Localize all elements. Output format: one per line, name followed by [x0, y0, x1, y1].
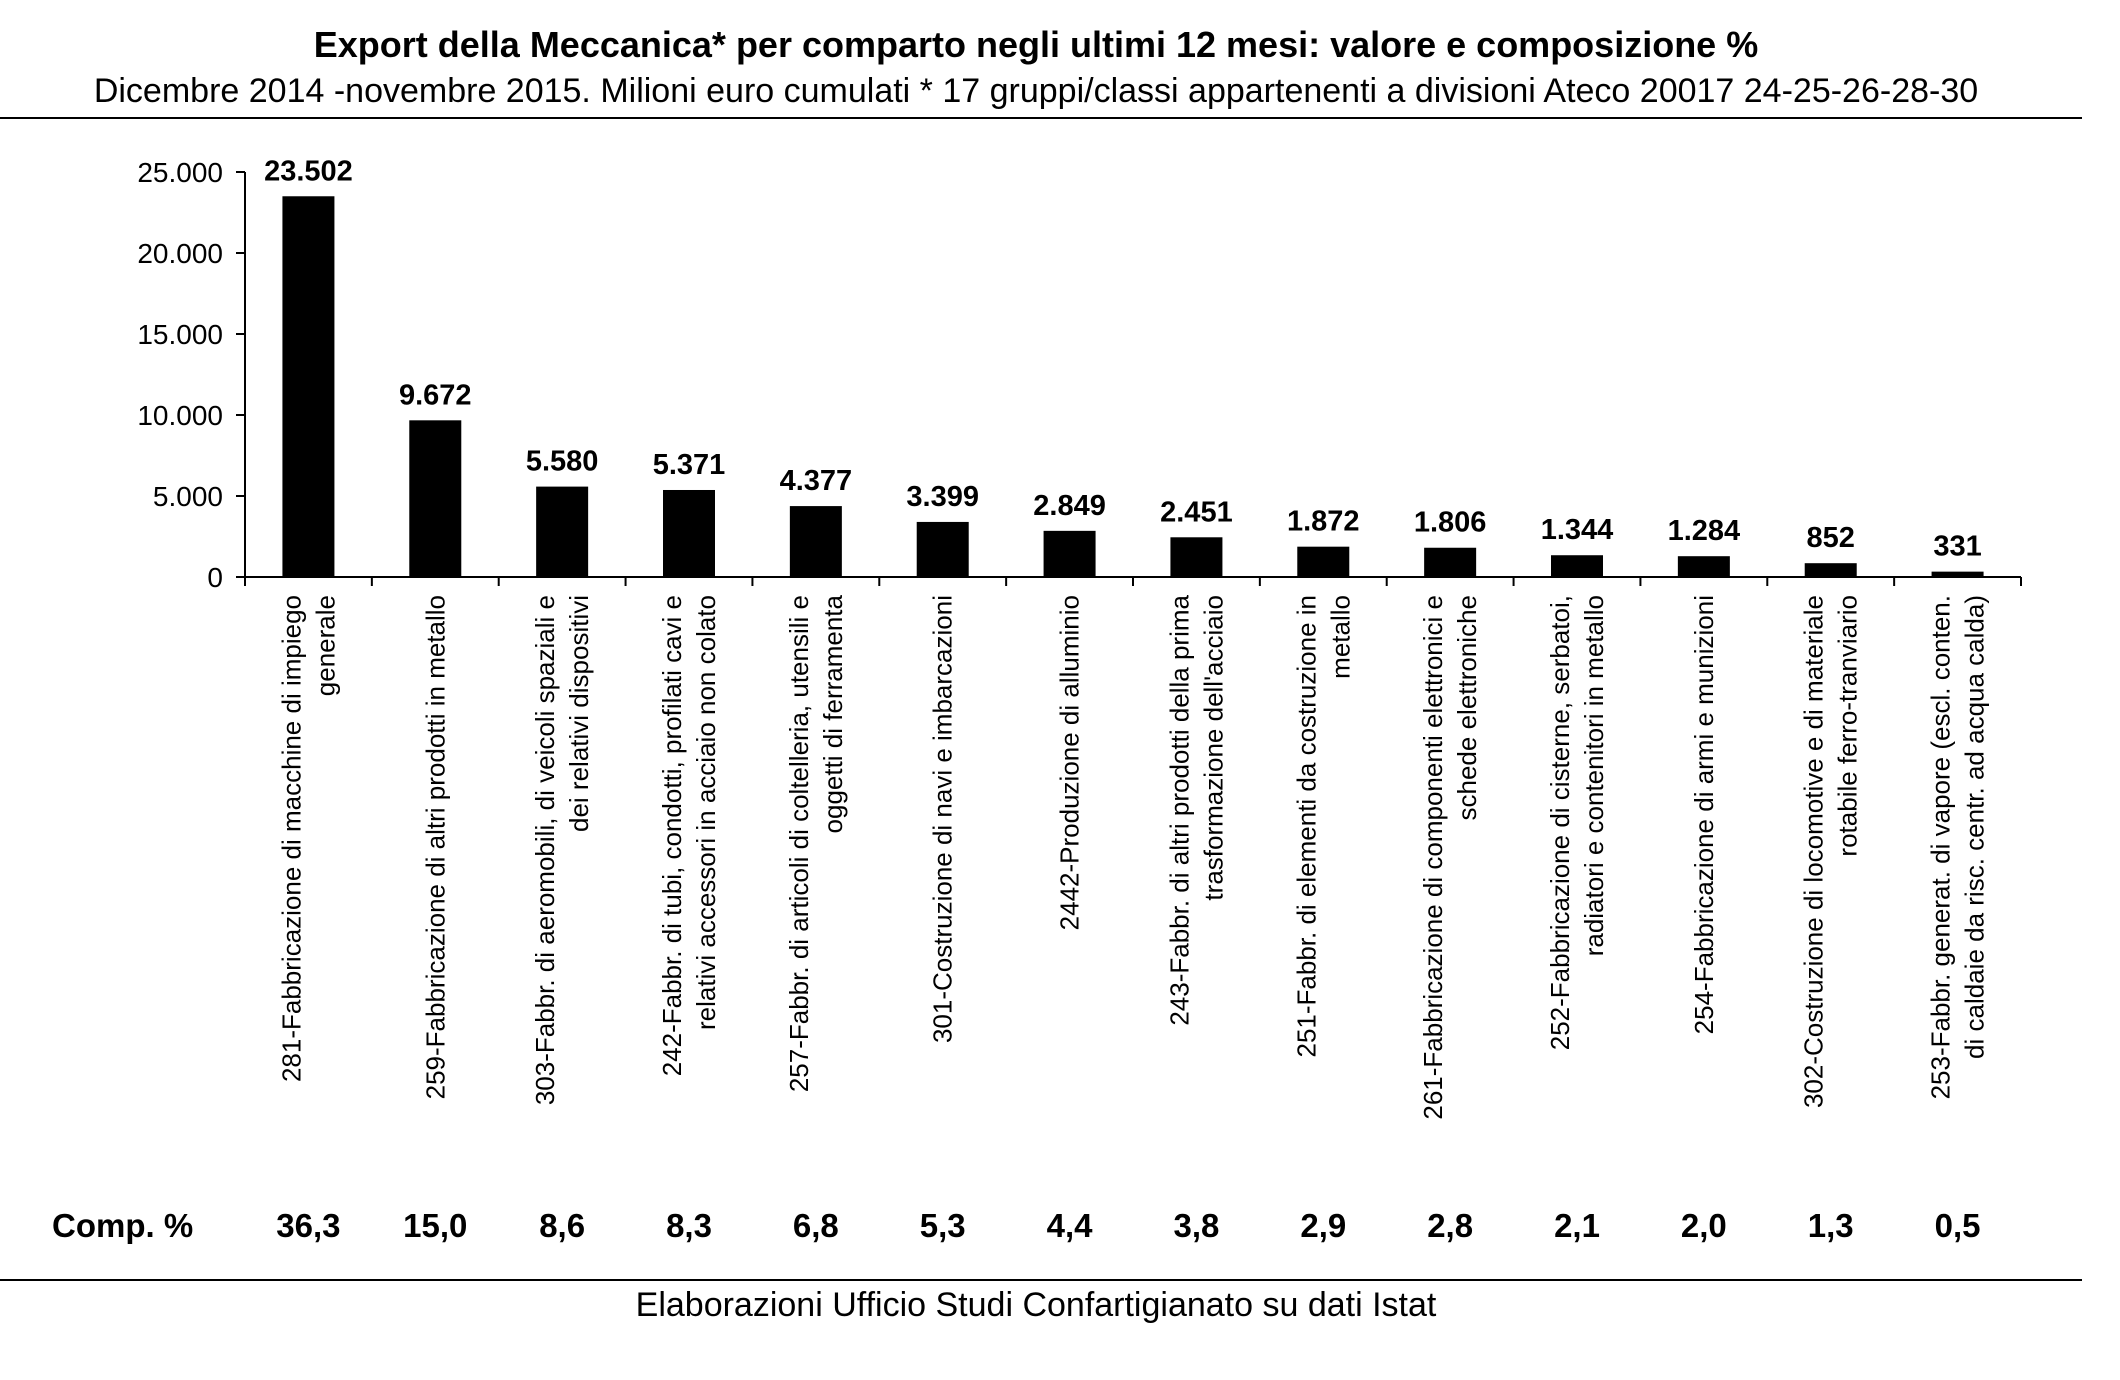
composition-value: 2,8: [1427, 1207, 1474, 1244]
category-label: schede elettroniche: [1452, 595, 1483, 821]
chart-subtitle: Dicembre 2014 -novembre 2015. Milioni euro cumulati * 17 gruppi/classi appartenenti a divisioni Ateco 20017 24-25-26-28-30: [93, 72, 1979, 110]
x-axis: [245, 577, 2021, 586]
bar: [790, 506, 842, 577]
composition-row: [52, 1207, 1981, 1244]
category-label: generale: [310, 595, 341, 697]
bar: [917, 522, 969, 577]
data-label: 1.806: [1413, 506, 1487, 539]
data-label: 1.284: [1667, 515, 1741, 548]
composition-value: 6,8: [792, 1207, 839, 1244]
y-tick-label: 5.000: [152, 481, 223, 512]
data-label: 1.872: [1286, 505, 1360, 538]
data-label: 5.371: [652, 448, 726, 481]
composition-value: 2,0: [1680, 1207, 1727, 1244]
composition-value: 8,3: [666, 1207, 712, 1244]
category-label: trasformazione dell'acciaio: [1198, 595, 1229, 901]
category-label: dei relativi dispositivi: [564, 595, 595, 832]
composition-value: 5,3: [919, 1207, 966, 1244]
data-label: 4.377: [779, 465, 853, 498]
source-note: Elaborazioni Ufficio Studi Confartigianato su dati Istat: [635, 1286, 1437, 1324]
chart-title: Export della Meccanica* per comparto negli ultimi 12 mesi: valore e composizione %: [313, 24, 1759, 65]
category-label: 257-Fabbr. di articoli di coltelleria, utensili e: [783, 595, 814, 1093]
bar: [1170, 537, 1222, 577]
composition-value: 8,6: [539, 1207, 586, 1244]
y-tick-label: 15.000: [137, 319, 223, 350]
y-axis: [137, 157, 245, 593]
y-tick-label: 0: [207, 562, 223, 593]
bar: [1424, 548, 1476, 577]
category-label: 254-Fabbricazione di armi e munizioni: [1688, 595, 1719, 1035]
composition-value: 4,4: [1046, 1207, 1093, 1244]
category-label: 303-Fabbr. di aeromobili, di veicoli spaziali e: [530, 594, 561, 1106]
category-label: metallo: [1325, 595, 1356, 679]
category-label: 261-Fabbricazione di componenti elettronici e: [1418, 595, 1449, 1120]
category-label: 242-Fabbr. di tubi, condotti, profilati cavi e: [657, 595, 687, 1077]
bar: [1551, 555, 1603, 577]
data-label: 9.672: [398, 379, 472, 412]
category-label: 302-Costruzione di locomotive e di materiale: [1798, 595, 1829, 1109]
data-label: 331: [1933, 530, 1982, 563]
category-label: relativi accessori in acciaio non colato: [691, 595, 721, 1030]
composition-value: 1,3: [1807, 1207, 1854, 1244]
data-label: 23.502: [264, 155, 353, 188]
category-label: rotabile ferro-tranviario: [1832, 595, 1863, 857]
bar: [409, 420, 461, 577]
category-label: 252-Fabbricazione di cisterne, serbatoi,: [1545, 595, 1575, 1051]
bar: [1044, 531, 1096, 577]
data-labels-group: [264, 155, 1982, 562]
category-label: 251-Fabbr. di elementi da costruzione in: [1291, 595, 1322, 1058]
data-label: 852: [1806, 522, 1855, 555]
data-label: 2.849: [1033, 489, 1106, 522]
category-label: di caldaie da risc. centr. ad acqua calda): [1959, 594, 1990, 1059]
y-tick-label: 20.000: [137, 238, 223, 269]
y-tick-label: 10.000: [137, 400, 223, 431]
category-label: 253-Fabbr. generat. di vapore (escl. conten.: [1925, 594, 1956, 1100]
category-label: 281-Fabbricazione di macchine di impiego: [276, 595, 307, 1083]
composition-value: 15,0: [403, 1207, 468, 1244]
bar: [282, 196, 334, 577]
category-label: 301-Costruzione di navi e imbarcazioni: [927, 595, 958, 1044]
category-label: 243-Fabbr. di altri prodotti della prima: [1164, 595, 1195, 1026]
bar: [1297, 547, 1349, 577]
bar: [1932, 572, 1984, 577]
category-label: 2442-Produzione di alluminio: [1054, 595, 1085, 931]
category-label: oggetti di ferramenta: [817, 595, 848, 834]
bar: [1678, 556, 1730, 577]
category-label: 259-Fabbricazione di altri prodotti in metallo: [420, 595, 451, 1100]
composition-value: 2,9: [1300, 1207, 1347, 1244]
y-tick-label: 25.000: [137, 157, 223, 188]
composition-value: 36,3: [276, 1207, 341, 1244]
data-label: 3.399: [906, 480, 980, 513]
data-label: 5.580: [525, 445, 599, 478]
composition-label: Comp. %: [52, 1207, 194, 1244]
bar: [663, 490, 715, 577]
bar: [1805, 563, 1857, 577]
category-label: radiatori e contenitori in metallo: [1579, 595, 1609, 957]
composition-value: 0,5: [1934, 1207, 1981, 1244]
composition-value: 2,1: [1554, 1207, 1600, 1244]
data-label: 1.344: [1540, 514, 1614, 547]
category-labels-group: [276, 594, 1989, 1119]
bar: [536, 487, 588, 577]
data-label: 2.451: [1160, 496, 1233, 529]
composition-value: 3,8: [1173, 1207, 1220, 1244]
